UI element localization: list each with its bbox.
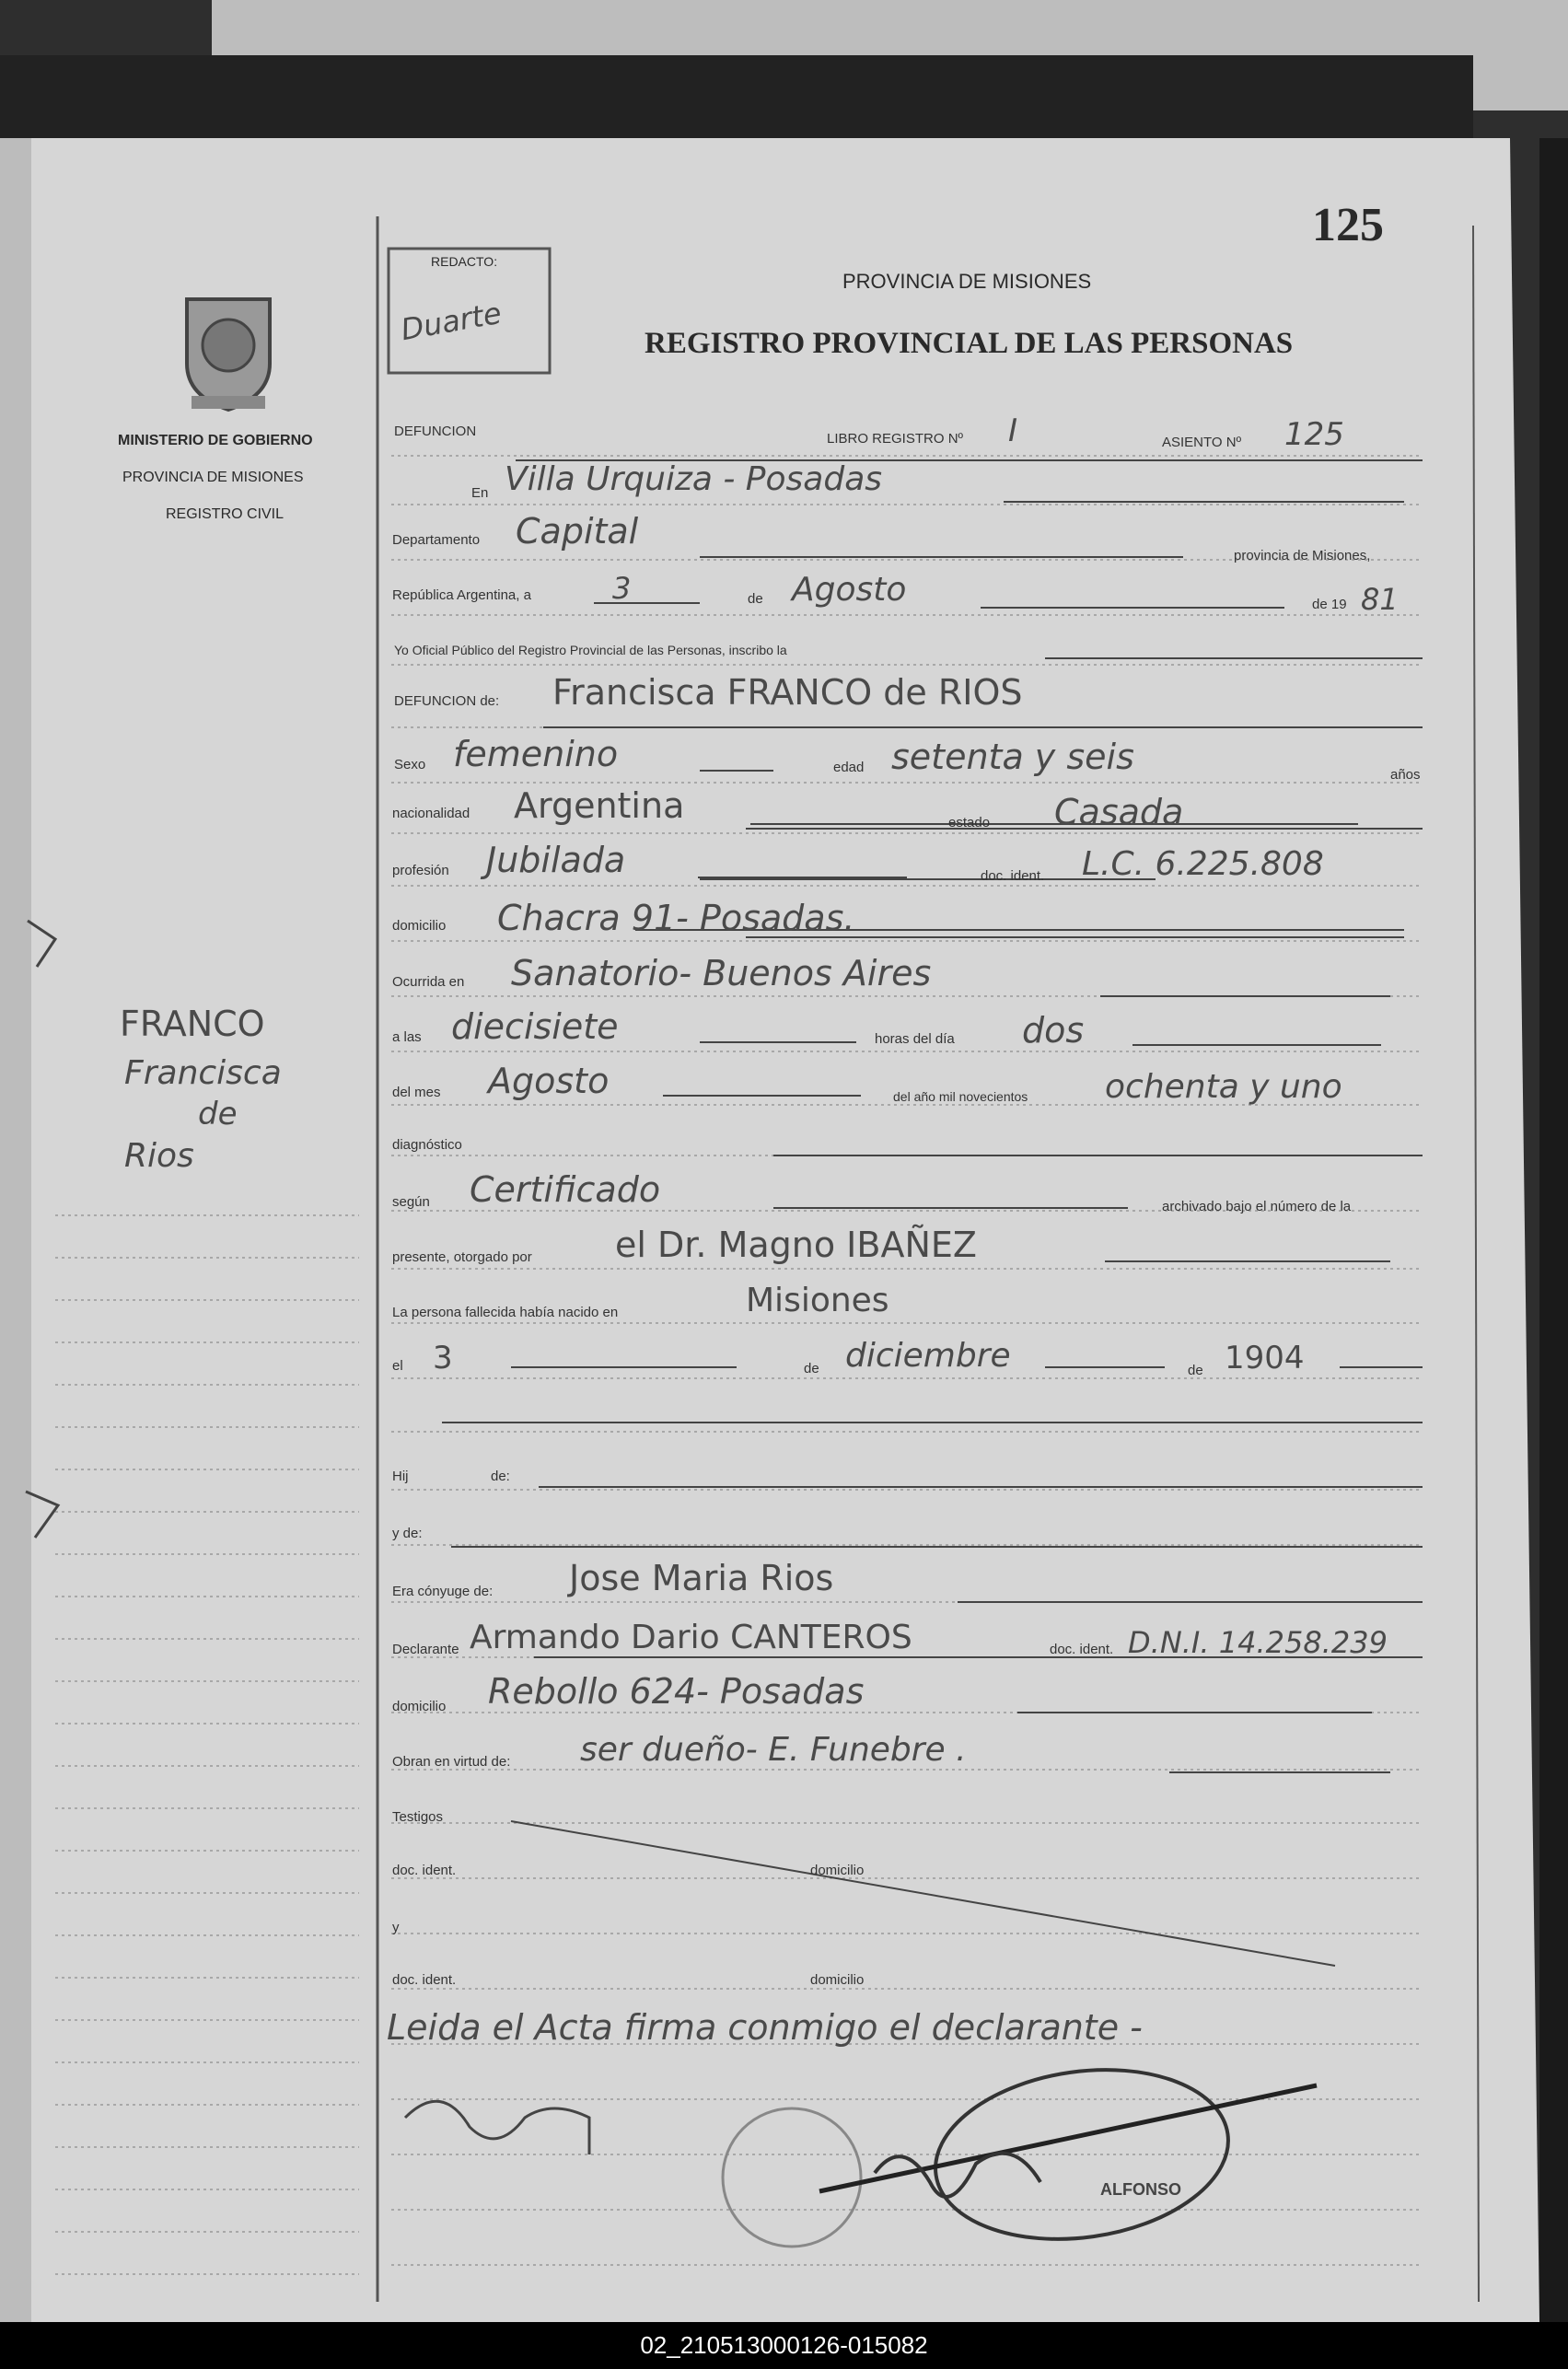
anio-value: 81 — [1361, 582, 1399, 617]
footer-id: 02_210513000126-015082 — [0, 2322, 1568, 2369]
provincia-suffix: provincia de Misiones, — [1234, 548, 1371, 563]
obran-value: ser dueño- E. Funebre . — [580, 1731, 967, 1769]
en-label: En — [471, 485, 489, 501]
segun-label: según — [392, 1194, 430, 1210]
ocurrida-label: Ocurrida en — [392, 974, 465, 990]
doc-value: L.C. 6.225.808 — [1082, 845, 1324, 883]
horas-value: dos — [1022, 1010, 1085, 1051]
margin-note-4: Rios — [124, 1137, 194, 1175]
segun-value: Certificado — [470, 1169, 661, 1210]
nac-de2-label: de — [1188, 1363, 1203, 1378]
hij-label: Hij — [392, 1469, 409, 1484]
t-y-label: y — [392, 1920, 400, 1935]
doc-label: doc. ident. — [981, 868, 1045, 884]
decl-doc-label: doc. ident. — [1050, 1642, 1114, 1657]
el-label: el — [392, 1358, 403, 1374]
diagnostico-label: diagnóstico — [392, 1137, 462, 1153]
presente-value: el Dr. Magno IBAÑEZ — [615, 1225, 977, 1265]
mes2-value: Agosto — [488, 1061, 610, 1101]
hij-de-label: de: — [491, 1469, 510, 1484]
decl-doc-value: D.N.I. 14.258.239 — [1128, 1625, 1388, 1660]
closing-note: Leida el Acta firma conmigo el declarante - — [387, 2007, 1143, 2048]
oficial-text: Yo Oficial Público del Registro Provincial de las Personas, inscribo la — [394, 643, 787, 657]
nac-de-label: de — [804, 1361, 819, 1376]
profesion-label: profesión — [392, 863, 449, 878]
libro-value: I — [1008, 412, 1018, 449]
mes-label: del mes — [392, 1085, 441, 1100]
page-number: 125 — [1312, 199, 1384, 251]
anos-label: años — [1390, 767, 1421, 783]
dia-value: 3 — [612, 571, 632, 606]
mes-value: Agosto — [792, 571, 907, 609]
archivado-label: archivado bajo el número de la — [1162, 1199, 1352, 1214]
presente-label: presente, otorgado por — [392, 1249, 532, 1265]
obran-label: Obran en virtud de: — [392, 1754, 511, 1770]
ministry-registry: REGISTRO CIVIL — [166, 506, 285, 522]
declarante-label: Declarante — [392, 1642, 459, 1657]
anio-mil-value: ochenta y uno — [1105, 1068, 1342, 1106]
profesion-value: Jubilada — [486, 840, 626, 880]
sexo-value: femenino — [453, 734, 619, 774]
nac-dia-value: 3 — [433, 1340, 453, 1376]
edad-label: edad — [833, 760, 865, 775]
redacto-value: Duarte — [398, 295, 505, 348]
edad-value: setenta y seis — [891, 737, 1134, 777]
defuncion-de-value: Francisca FRANCO de RIOS — [552, 672, 1023, 713]
libro-label: LIBRO REGISTRO Nº — [827, 431, 964, 447]
estado-label: estado — [948, 815, 991, 830]
yde-label: y de: — [392, 1526, 423, 1541]
defuncion-de-label: DEFUNCION de: — [394, 693, 500, 709]
ministry-province: PROVINCIA DE MISIONES — [122, 470, 304, 485]
t-dom2-label: domicilio — [810, 1972, 865, 1988]
nacido-label: La persona fallecida había nacido en — [392, 1305, 619, 1320]
declarante-value: Armando Dario CANTEROS — [470, 1619, 912, 1656]
anio-mil-label: del año mil novecientos — [893, 1089, 1028, 1104]
t-doc2-label: doc. ident. — [392, 1972, 457, 1988]
margin-note-1: FRANCO — [120, 1004, 265, 1044]
de-label: de — [748, 591, 763, 607]
departamento-label: Departamento — [392, 532, 481, 548]
t-dom-label: domicilio — [810, 1863, 865, 1878]
alas-value: diecisiete — [451, 1006, 619, 1047]
ocurrida-value: Sanatorio- Buenos Aires — [511, 953, 932, 993]
departamento-value: Capital — [516, 511, 639, 552]
nacido-value: Misiones — [746, 1282, 889, 1319]
margin-note-2: Francisca — [124, 1054, 282, 1092]
en-value: Villa Urquiza - Posadas — [505, 460, 883, 498]
conyuge-label: Era cónyuge de: — [392, 1584, 494, 1599]
redacto-label: REDACTO: — [431, 254, 498, 269]
alas-label: a las — [392, 1029, 422, 1045]
defuncion-label: DEFUNCION — [394, 424, 477, 439]
nacionalidad-value: Argentina — [514, 785, 685, 826]
nac-mes-value: diciembre — [845, 1337, 1011, 1375]
registry-title: REGISTRO PROVINCIAL DE LAS PERSONAS — [645, 327, 1294, 360]
stamp-text: ALFONSO — [1100, 2180, 1181, 2199]
province-title: PROVINCIA DE MISIONES — [842, 270, 1092, 293]
domicilio-value: Chacra 91- Posadas. — [497, 898, 855, 938]
margin-note-3: de — [198, 1096, 238, 1132]
t-doc-label: doc. ident. — [392, 1863, 457, 1878]
asiento-label: ASIENTO Nº — [1162, 435, 1242, 450]
decl-domicilio-value: Rebollo 624- Posadas — [488, 1671, 865, 1712]
asiento-value: 125 — [1284, 416, 1344, 453]
conyuge-value: Jose Maria Rios — [569, 1558, 834, 1598]
estado-value: Casada — [1054, 792, 1184, 832]
anio-prefix: de 19 — [1312, 597, 1347, 612]
horas-label: horas del día — [875, 1031, 955, 1047]
decl-domicilio-label: domicilio — [392, 1699, 447, 1714]
republica-label: República Argentina, a — [392, 587, 531, 603]
sexo-label: Sexo — [394, 757, 426, 772]
domicilio-label: domicilio — [392, 918, 447, 934]
testigos-label: Testigos — [392, 1809, 444, 1825]
ministry-label: MINISTERIO DE GOBIERNO — [118, 433, 313, 448]
nacionalidad-label: nacionalidad — [392, 806, 470, 821]
nac-anio-value: 1904 — [1225, 1340, 1305, 1376]
